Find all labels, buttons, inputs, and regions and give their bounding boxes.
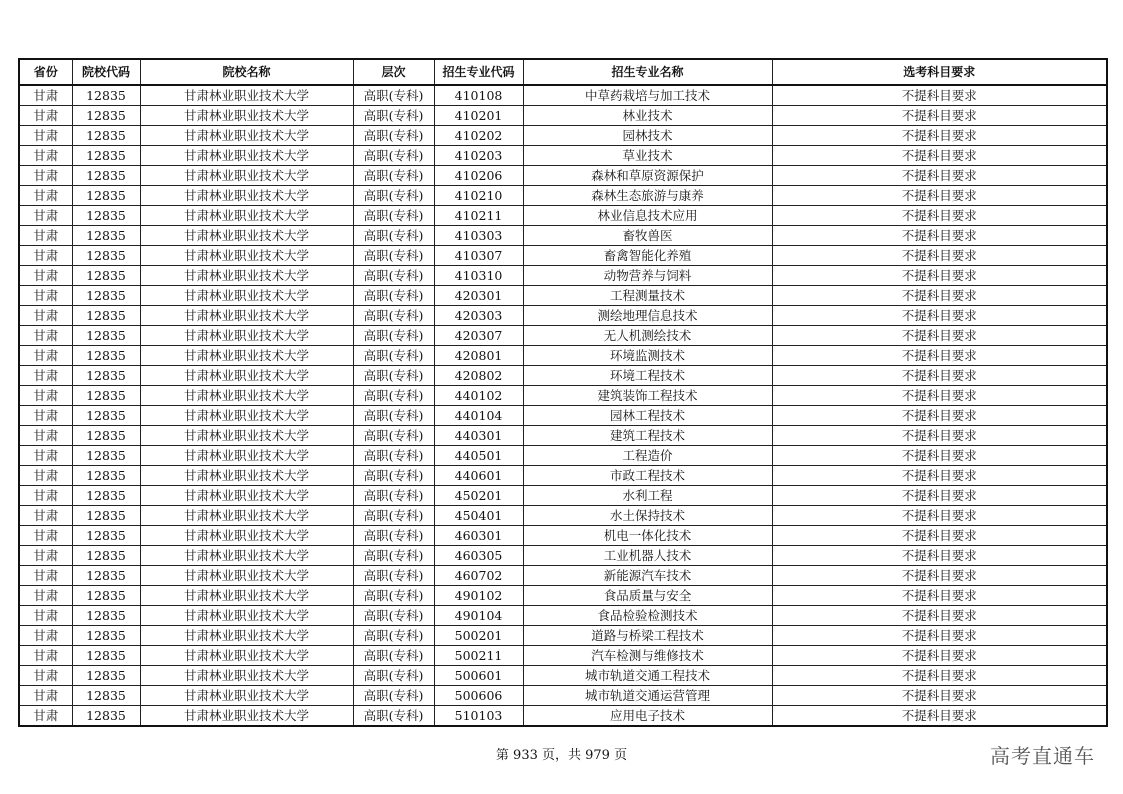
school-code-cell: 12835 <box>72 566 140 586</box>
major-code-cell: 500606 <box>434 686 523 706</box>
level-cell: 高职(专科) <box>353 226 434 246</box>
table-row <box>19 326 1107 346</box>
header-school-code: 院校代码 <box>72 59 140 85</box>
subject-requirement-cell: 不提科目要求 <box>772 266 1107 286</box>
level-cell: 高职(专科) <box>353 206 434 226</box>
major-name-cell: 动物营养与饲料 <box>523 266 772 286</box>
school-code-cell: 12835 <box>72 626 140 646</box>
school-name-cell: 甘肃林业职业技术大学 <box>140 186 353 206</box>
table-row <box>19 406 1107 426</box>
school-name-cell: 甘肃林业职业技术大学 <box>140 266 353 286</box>
major-code-cell: 410211 <box>434 206 523 226</box>
province-cell: 甘肃 <box>19 286 72 306</box>
level-cell: 高职(专科) <box>353 626 434 646</box>
school-code-cell: 12835 <box>72 286 140 306</box>
province-cell: 甘肃 <box>19 706 72 727</box>
major-name-cell: 应用电子技术 <box>523 706 772 727</box>
school-name-cell: 甘肃林业职业技术大学 <box>140 566 353 586</box>
school-name-cell: 甘肃林业职业技术大学 <box>140 606 353 626</box>
major-code-cell: 410303 <box>434 226 523 246</box>
school-code-cell: 12835 <box>72 606 140 626</box>
school-code-cell: 12835 <box>72 686 140 706</box>
subject-requirement-cell: 不提科目要求 <box>772 546 1107 566</box>
school-code-cell: 12835 <box>72 386 140 406</box>
major-name-cell: 工程造价 <box>523 446 772 466</box>
header-major-name: 招生专业名称 <box>523 59 772 85</box>
subject-requirement-cell: 不提科目要求 <box>772 85 1107 106</box>
school-code-cell: 12835 <box>72 186 140 206</box>
header-row <box>19 59 1107 85</box>
school-name-cell: 甘肃林业职业技术大学 <box>140 526 353 546</box>
subject-requirement-cell: 不提科目要求 <box>772 326 1107 346</box>
major-code-cell: 410206 <box>434 166 523 186</box>
subject-requirement-cell: 不提科目要求 <box>772 466 1107 486</box>
level-cell: 高职(专科) <box>353 166 434 186</box>
major-code-cell: 410108 <box>434 85 523 106</box>
table-row <box>19 346 1107 366</box>
major-code-cell: 420802 <box>434 366 523 386</box>
school-code-cell: 12835 <box>72 85 140 106</box>
subject-requirement-cell: 不提科目要求 <box>772 126 1107 146</box>
subject-requirement-cell: 不提科目要求 <box>772 306 1107 326</box>
school-name-cell: 甘肃林业职业技术大学 <box>140 426 353 446</box>
school-name-cell: 甘肃林业职业技术大学 <box>140 85 353 106</box>
subject-requirement-cell: 不提科目要求 <box>772 186 1107 206</box>
subject-requirement-cell: 不提科目要求 <box>772 206 1107 226</box>
school-name-cell: 甘肃林业职业技术大学 <box>140 366 353 386</box>
province-cell: 甘肃 <box>19 206 72 226</box>
level-cell: 高职(专科) <box>353 186 434 206</box>
subject-requirement-cell: 不提科目要求 <box>772 406 1107 426</box>
table-row <box>19 226 1107 246</box>
level-cell: 高职(专科) <box>353 366 434 386</box>
table-row <box>19 526 1107 546</box>
school-code-cell: 12835 <box>72 306 140 326</box>
level-cell: 高职(专科) <box>353 126 434 146</box>
header-school-name: 院校名称 <box>140 59 353 85</box>
school-name-cell: 甘肃林业职业技术大学 <box>140 626 353 646</box>
level-cell: 高职(专科) <box>353 446 434 466</box>
table-row <box>19 686 1107 706</box>
school-code-cell: 12835 <box>72 106 140 126</box>
school-code-cell: 12835 <box>72 506 140 526</box>
major-name-cell: 道路与桥梁工程技术 <box>523 626 772 646</box>
province-cell: 甘肃 <box>19 85 72 106</box>
province-cell: 甘肃 <box>19 126 72 146</box>
level-cell: 高职(专科) <box>353 506 434 526</box>
major-name-cell: 无人机测绘技术 <box>523 326 772 346</box>
level-cell: 高职(专科) <box>353 146 434 166</box>
major-name-cell: 森林和草原资源保护 <box>523 166 772 186</box>
school-code-cell: 12835 <box>72 646 140 666</box>
table-row <box>19 646 1107 666</box>
level-cell: 高职(专科) <box>353 406 434 426</box>
major-code-cell: 500601 <box>434 666 523 686</box>
province-cell: 甘肃 <box>19 406 72 426</box>
level-cell: 高职(专科) <box>353 566 434 586</box>
major-code-cell: 440104 <box>434 406 523 426</box>
major-name-cell: 市政工程技术 <box>523 466 772 486</box>
province-cell: 甘肃 <box>19 146 72 166</box>
subject-requirement-cell: 不提科目要求 <box>772 246 1107 266</box>
header-province: 省份 <box>19 59 72 85</box>
subject-requirement-cell: 不提科目要求 <box>772 226 1107 246</box>
province-cell: 甘肃 <box>19 566 72 586</box>
table-row <box>19 386 1107 406</box>
province-cell: 甘肃 <box>19 466 72 486</box>
school-name-cell: 甘肃林业职业技术大学 <box>140 406 353 426</box>
level-cell: 高职(专科) <box>353 466 434 486</box>
table-row <box>19 206 1107 226</box>
subject-requirement-cell: 不提科目要求 <box>772 646 1107 666</box>
subject-requirement-cell: 不提科目要求 <box>772 666 1107 686</box>
province-cell: 甘肃 <box>19 186 72 206</box>
major-name-cell: 机电一体化技术 <box>523 526 772 546</box>
major-code-cell: 460702 <box>434 566 523 586</box>
province-cell: 甘肃 <box>19 606 72 626</box>
province-cell: 甘肃 <box>19 226 72 246</box>
school-code-cell: 12835 <box>72 326 140 346</box>
major-code-cell: 440102 <box>434 386 523 406</box>
subject-requirement-cell: 不提科目要求 <box>772 146 1107 166</box>
province-cell: 甘肃 <box>19 626 72 646</box>
school-code-cell: 12835 <box>72 266 140 286</box>
major-code-cell: 450401 <box>434 506 523 526</box>
major-name-cell: 林业信息技术应用 <box>523 206 772 226</box>
subject-requirement-cell: 不提科目要求 <box>772 426 1107 446</box>
major-code-cell: 500201 <box>434 626 523 646</box>
subject-requirement-cell: 不提科目要求 <box>772 706 1107 727</box>
major-code-cell: 410202 <box>434 126 523 146</box>
table-row <box>19 586 1107 606</box>
table-row <box>19 286 1107 306</box>
province-cell: 甘肃 <box>19 546 72 566</box>
major-name-cell: 城市轨道交通运营管理 <box>523 686 772 706</box>
province-cell: 甘肃 <box>19 386 72 406</box>
school-code-cell: 12835 <box>72 706 140 727</box>
major-code-cell: 490102 <box>434 586 523 606</box>
subject-requirement-cell: 不提科目要求 <box>772 446 1107 466</box>
major-name-cell: 工业机器人技术 <box>523 546 772 566</box>
level-cell: 高职(专科) <box>353 326 434 346</box>
province-cell: 甘肃 <box>19 306 72 326</box>
school-code-cell: 12835 <box>72 406 140 426</box>
subject-requirement-cell: 不提科目要求 <box>772 166 1107 186</box>
table-row <box>19 266 1107 286</box>
table-row <box>19 166 1107 186</box>
province-cell: 甘肃 <box>19 586 72 606</box>
major-name-cell: 水土保持技术 <box>523 506 772 526</box>
major-code-cell: 440301 <box>434 426 523 446</box>
subject-requirement-cell: 不提科目要求 <box>772 366 1107 386</box>
major-code-cell: 420303 <box>434 306 523 326</box>
major-code-cell: 440501 <box>434 446 523 466</box>
subject-requirement-cell: 不提科目要求 <box>772 346 1107 366</box>
province-cell: 甘肃 <box>19 346 72 366</box>
major-code-cell: 460301 <box>434 526 523 546</box>
level-cell: 高职(专科) <box>353 586 434 606</box>
major-name-cell: 环境工程技术 <box>523 366 772 386</box>
table-row <box>19 666 1107 686</box>
province-cell: 甘肃 <box>19 446 72 466</box>
level-cell: 高职(专科) <box>353 246 434 266</box>
province-cell: 甘肃 <box>19 246 72 266</box>
table-row <box>19 486 1107 506</box>
province-cell: 甘肃 <box>19 426 72 446</box>
major-code-cell: 420801 <box>434 346 523 366</box>
level-cell: 高职(专科) <box>353 486 434 506</box>
school-name-cell: 甘肃林业职业技术大学 <box>140 246 353 266</box>
school-name-cell: 甘肃林业职业技术大学 <box>140 486 353 506</box>
school-name-cell: 甘肃林业职业技术大学 <box>140 686 353 706</box>
major-code-cell: 410307 <box>434 246 523 266</box>
school-name-cell: 甘肃林业职业技术大学 <box>140 706 353 727</box>
major-name-cell: 新能源汽车技术 <box>523 566 772 586</box>
school-name-cell: 甘肃林业职业技术大学 <box>140 386 353 406</box>
province-cell: 甘肃 <box>19 166 72 186</box>
major-name-cell: 畜牧兽医 <box>523 226 772 246</box>
school-name-cell: 甘肃林业职业技术大学 <box>140 446 353 466</box>
school-code-cell: 12835 <box>72 346 140 366</box>
school-name-cell: 甘肃林业职业技术大学 <box>140 166 353 186</box>
level-cell: 高职(专科) <box>353 706 434 727</box>
school-code-cell: 12835 <box>72 486 140 506</box>
school-name-cell: 甘肃林业职业技术大学 <box>140 506 353 526</box>
subject-requirement-cell: 不提科目要求 <box>772 586 1107 606</box>
major-name-cell: 水利工程 <box>523 486 772 506</box>
header-major-code: 招生专业代码 <box>434 59 523 85</box>
subject-requirement-cell: 不提科目要求 <box>772 386 1107 406</box>
table-row <box>19 426 1107 446</box>
school-name-cell: 甘肃林业职业技术大学 <box>140 466 353 486</box>
school-name-cell: 甘肃林业职业技术大学 <box>140 646 353 666</box>
table-row <box>19 106 1107 126</box>
school-code-cell: 12835 <box>72 246 140 266</box>
table-row <box>19 606 1107 626</box>
major-name-cell: 食品检验检测技术 <box>523 606 772 626</box>
subject-requirement-cell: 不提科目要求 <box>772 626 1107 646</box>
table-row <box>19 446 1107 466</box>
major-code-cell: 510103 <box>434 706 523 727</box>
school-code-cell: 12835 <box>72 426 140 446</box>
level-cell: 高职(专科) <box>353 286 434 306</box>
level-cell: 高职(专科) <box>353 306 434 326</box>
school-code-cell: 12835 <box>72 446 140 466</box>
province-cell: 甘肃 <box>19 666 72 686</box>
major-name-cell: 园林工程技术 <box>523 406 772 426</box>
subject-requirement-cell: 不提科目要求 <box>772 286 1107 306</box>
province-cell: 甘肃 <box>19 106 72 126</box>
province-cell: 甘肃 <box>19 506 72 526</box>
major-name-cell: 建筑装饰工程技术 <box>523 386 772 406</box>
school-code-cell: 12835 <box>72 666 140 686</box>
school-code-cell: 12835 <box>72 126 140 146</box>
major-name-cell: 环境监测技术 <box>523 346 772 366</box>
major-code-cell: 420301 <box>434 286 523 306</box>
school-name-cell: 甘肃林业职业技术大学 <box>140 146 353 166</box>
major-name-cell: 中草药栽培与加工技术 <box>523 85 772 106</box>
school-name-cell: 甘肃林业职业技术大学 <box>140 206 353 226</box>
major-name-cell: 草业技术 <box>523 146 772 166</box>
school-name-cell: 甘肃林业职业技术大学 <box>140 546 353 566</box>
level-cell: 高职(专科) <box>353 546 434 566</box>
level-cell: 高职(专科) <box>353 85 434 106</box>
table-row <box>19 246 1107 266</box>
major-name-cell: 畜禽智能化养殖 <box>523 246 772 266</box>
province-cell: 甘肃 <box>19 486 72 506</box>
school-code-cell: 12835 <box>72 466 140 486</box>
page-number: 第 933 页，共 979 页 <box>495 748 628 763</box>
major-name-cell: 林业技术 <box>523 106 772 126</box>
table-row <box>19 506 1107 526</box>
header-subject-requirement: 选考科目要求 <box>772 59 1107 85</box>
subject-requirement-cell: 不提科目要求 <box>772 486 1107 506</box>
school-name-cell: 甘肃林业职业技术大学 <box>140 286 353 306</box>
school-code-cell: 12835 <box>72 526 140 546</box>
major-name-cell: 工程测量技术 <box>523 286 772 306</box>
level-cell: 高职(专科) <box>353 346 434 366</box>
major-code-cell: 410210 <box>434 186 523 206</box>
major-code-cell: 500211 <box>434 646 523 666</box>
major-code-cell: 410203 <box>434 146 523 166</box>
school-name-cell: 甘肃林业职业技术大学 <box>140 226 353 246</box>
major-code-cell: 410310 <box>434 266 523 286</box>
level-cell: 高职(专科) <box>353 526 434 546</box>
table-body <box>19 85 1107 726</box>
table-row <box>19 706 1107 727</box>
subject-requirement-cell: 不提科目要求 <box>772 686 1107 706</box>
table-row <box>19 186 1107 206</box>
admissions-table <box>18 58 1108 727</box>
school-name-cell: 甘肃林业职业技术大学 <box>140 586 353 606</box>
province-cell: 甘肃 <box>19 326 72 346</box>
table-row <box>19 366 1107 386</box>
province-cell: 甘肃 <box>19 686 72 706</box>
province-cell: 甘肃 <box>19 266 72 286</box>
major-name-cell: 城市轨道交通工程技术 <box>523 666 772 686</box>
school-name-cell: 甘肃林业职业技术大学 <box>140 306 353 326</box>
school-code-cell: 12835 <box>72 206 140 226</box>
level-cell: 高职(专科) <box>353 266 434 286</box>
table-row <box>19 146 1107 166</box>
level-cell: 高职(专科) <box>353 666 434 686</box>
school-name-cell: 甘肃林业职业技术大学 <box>140 346 353 366</box>
school-name-cell: 甘肃林业职业技术大学 <box>140 126 353 146</box>
major-name-cell: 森林生态旅游与康养 <box>523 186 772 206</box>
major-name-cell: 园林技术 <box>523 126 772 146</box>
school-name-cell: 甘肃林业职业技术大学 <box>140 326 353 346</box>
table-row <box>19 566 1107 586</box>
table-row <box>19 466 1107 486</box>
level-cell: 高职(专科) <box>353 646 434 666</box>
major-code-cell: 450201 <box>434 486 523 506</box>
subject-requirement-cell: 不提科目要求 <box>772 106 1107 126</box>
school-name-cell: 甘肃林业职业技术大学 <box>140 666 353 686</box>
subject-requirement-cell: 不提科目要求 <box>772 566 1107 586</box>
major-code-cell: 490104 <box>434 606 523 626</box>
level-cell: 高职(专科) <box>353 426 434 446</box>
table-row <box>19 546 1107 566</box>
school-code-cell: 12835 <box>72 546 140 566</box>
school-code-cell: 12835 <box>72 366 140 386</box>
school-name-cell: 甘肃林业职业技术大学 <box>140 106 353 126</box>
level-cell: 高职(专科) <box>353 606 434 626</box>
province-cell: 甘肃 <box>19 526 72 546</box>
major-code-cell: 440601 <box>434 466 523 486</box>
level-cell: 高职(专科) <box>353 106 434 126</box>
major-name-cell: 汽车检测与维修技术 <box>523 646 772 666</box>
table-row <box>19 85 1107 106</box>
subject-requirement-cell: 不提科目要求 <box>772 606 1107 626</box>
major-code-cell: 420307 <box>434 326 523 346</box>
school-code-cell: 12835 <box>72 146 140 166</box>
school-code-cell: 12835 <box>72 586 140 606</box>
major-name-cell: 建筑工程技术 <box>523 426 772 446</box>
subject-requirement-cell: 不提科目要求 <box>772 526 1107 546</box>
province-cell: 甘肃 <box>19 646 72 666</box>
major-code-cell: 460305 <box>434 546 523 566</box>
level-cell: 高职(专科) <box>353 686 434 706</box>
header-level: 层次 <box>353 59 434 85</box>
major-name-cell: 食品质量与安全 <box>523 586 772 606</box>
school-code-cell: 12835 <box>72 166 140 186</box>
table-row <box>19 126 1107 146</box>
subject-requirement-cell: 不提科目要求 <box>772 506 1107 526</box>
table-row <box>19 306 1107 326</box>
school-code-cell: 12835 <box>72 226 140 246</box>
watermark: 高考直通车 <box>990 744 1095 768</box>
level-cell: 高职(专科) <box>353 386 434 406</box>
major-name-cell: 测绘地理信息技术 <box>523 306 772 326</box>
table-row <box>19 626 1107 646</box>
province-cell: 甘肃 <box>19 366 72 386</box>
major-code-cell: 410201 <box>434 106 523 126</box>
